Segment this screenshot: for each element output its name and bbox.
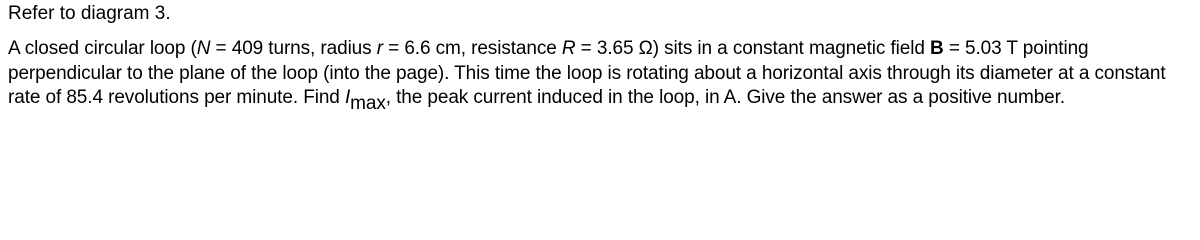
radius-symbol: r [376,38,383,59]
magnetic-field-symbol: B [930,38,944,59]
problem-text-part-2: = 409 turns, radius [210,38,377,59]
problem-text-part-4: = 3.65 Ω) sits in a constant magnetic field [575,38,931,59]
current-subscript: max [350,93,386,114]
resistance-symbol: R [561,38,576,59]
problem-statement [8,37,1198,114]
problem-text-part-3: = 6.6 cm, resistance [382,38,562,59]
problem-text-part-6: , the peak current induced in the loop, in A. Give the answer as a positive number. [385,87,1066,108]
turns-symbol: N [196,38,211,59]
problem-text-part-1: A closed circular loop ( [8,38,197,59]
problem-text-part-5: = 5.03 T pointing perpendicular to the plane of the loop (into the page). This time the loop is rotating about a horizontal axis through its diameter at a constant rate of 85.4 revolutions per minute. Find [8,38,1166,108]
current-symbol: I [344,87,351,108]
question-heading: Refer to diagram 3. [8,3,171,24]
